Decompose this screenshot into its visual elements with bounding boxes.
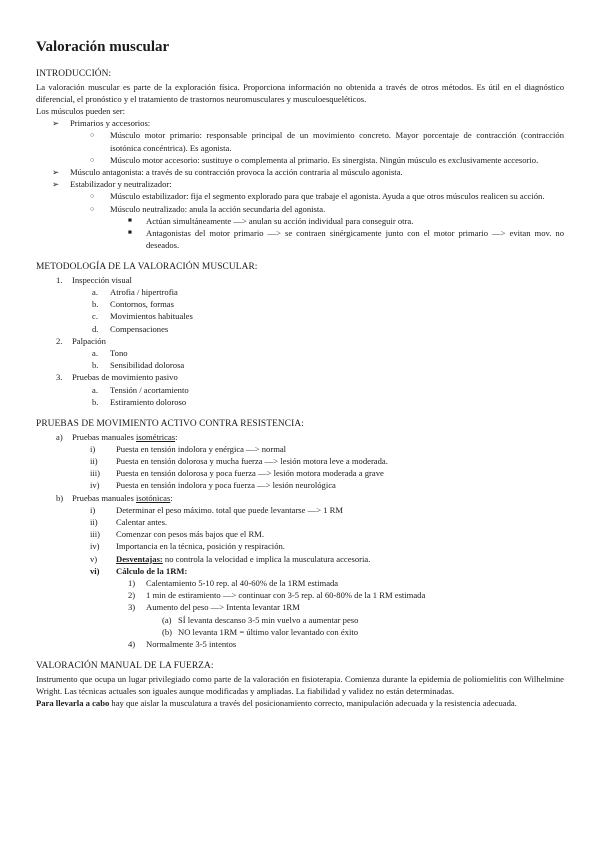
circle-bullet-icon: ○	[90, 204, 95, 213]
list-item	[36, 347, 564, 359]
list-item	[36, 455, 564, 467]
circle-bullet-icon: ○	[90, 192, 95, 201]
arrow-bullet-icon: ➢	[52, 179, 60, 190]
list-letter: c.	[92, 311, 98, 322]
bullet-antagonista	[36, 166, 564, 178]
list-roman: ii)	[90, 455, 98, 466]
pruebas-b	[36, 492, 564, 504]
circle-bullet-icon: ○	[90, 155, 95, 164]
item-primario-text: Músculo motor primario: responsable principal de un movimiento concreto. Mayor porcentaje de contracción (contracción isotónica concéntrica). Es agonista.	[110, 130, 564, 153]
list-letter: b)	[56, 492, 64, 503]
list-roman: iii)	[90, 529, 101, 540]
manual-closing-text: hay que aislar la musculatura a través del posicionamiento correcto, manipulación adecuada y la resistencia adecuada.	[109, 698, 517, 709]
list-letter: b.	[92, 360, 99, 371]
metodo-item-3	[36, 371, 564, 383]
desventajas-label: Desventajas:	[116, 553, 163, 564]
list-letter: a.	[92, 348, 98, 359]
list-roman: i)	[90, 443, 96, 454]
list-number: 3)	[128, 602, 136, 613]
list-item-label: Determinar el peso máximo. total que puede levantarse —> 1 RM	[116, 504, 344, 515]
pruebas-a-prefix: Pruebas manuales	[72, 431, 136, 442]
item-neutralizador	[36, 203, 564, 215]
sub-item-1-text: Actúan simultáneamente —> anulan su acción individual para conseguir otra.	[146, 215, 414, 226]
list-item	[36, 516, 564, 528]
intro-paragraph: La valoración muscular es parte de la exploración física. Proporciona información no obtenida a través de otros métodos. Es útil en el diagnóstico diferencial, el pronóstico y el tratamiento de trastornos neuromusculares y musculoesqueléticos.	[36, 81, 564, 104]
list-item-label: Calentar antes.	[116, 517, 168, 527]
list-item	[36, 638, 564, 650]
list-number: 1)	[128, 578, 136, 589]
list-roman: iii)	[90, 468, 101, 479]
page-title: Valoración muscular	[36, 39, 170, 55]
metodo-item-label: Inspección visual	[72, 274, 132, 285]
arrow-bullet-icon: ➢	[52, 166, 60, 177]
list-item-label: Atrofia / hipertrofia	[110, 287, 178, 298]
list-item-label: Contornos, formas	[110, 299, 174, 310]
item-primario	[36, 129, 564, 153]
bullet-estabilizador	[36, 178, 564, 190]
bullet-primarios-label: Primarios y accesorios:	[70, 118, 151, 129]
list-item	[36, 577, 564, 589]
list-item	[36, 614, 564, 626]
pruebas-b-suffix: :	[170, 492, 173, 503]
list-roman: iv)	[90, 480, 100, 491]
list-item-calculo	[36, 565, 564, 577]
bullet-primarios	[36, 117, 564, 129]
list-item	[36, 443, 564, 455]
list-item-label: Tensión / acortamiento	[110, 384, 189, 395]
pruebas-b-label	[72, 492, 564, 504]
pruebas-heading: PRUEBAS DE MOVIMIENTO ACTIVO CONTRA RESISTENCIA:	[36, 419, 304, 430]
list-item	[36, 601, 564, 613]
list-item	[36, 589, 564, 601]
list-item	[36, 479, 564, 491]
pruebas-a	[36, 431, 564, 443]
pruebas-b-prefix: Pruebas manuales	[72, 492, 136, 503]
metodo-item-1	[36, 274, 564, 286]
list-item-label: Compensaciones	[110, 323, 169, 334]
list-item-label: Puesta en tensión indolora y enérgica —> normal	[116, 443, 287, 454]
list-item-desventajas	[36, 553, 564, 565]
intro-lead: Los músculos pueden ser:	[36, 105, 126, 116]
list-item	[36, 528, 564, 540]
circle-bullet-icon: ○	[90, 131, 95, 140]
item-accesorio	[36, 154, 564, 166]
pruebas-a-label	[72, 431, 564, 443]
pruebas-a-suffix: :	[175, 431, 178, 442]
list-letter: a.	[92, 287, 98, 298]
list-item	[36, 298, 564, 310]
item-estabilizador-text: Músculo estabilizador: fija el segmento explorado para que trabaje el agonista. Ayuda a que otros músculos realicen su acción.	[110, 191, 545, 202]
sub-item-1	[36, 215, 564, 227]
metodo-item-2	[36, 335, 564, 347]
list-letter: b.	[92, 396, 99, 407]
pruebas-b-underlined: isotónicas	[135, 492, 171, 503]
square-bullet-icon: ■	[128, 216, 132, 224]
list-item	[36, 286, 564, 298]
intro-heading: INTRODUCCIÓN:	[36, 69, 112, 79]
manual-closing	[36, 697, 564, 709]
manual-bold-lead: Para llevarla a cabo	[36, 698, 110, 709]
list-roman: ii)	[90, 517, 98, 527]
calculo-heading: Cálculo de la 1RM:	[116, 565, 188, 576]
desventajas-text	[116, 553, 564, 565]
list-item	[36, 504, 564, 516]
bullet-antagonista-label: Músculo antagonista: a través de su contracción provoca la acción contraria al músculo agonista.	[70, 166, 403, 177]
list-item-label: Puesta en tensión dolorosa y poca fuerza —> lesión motora moderada a grave	[116, 468, 384, 479]
list-item-label: Importancia en la técnica, posición y respiración.	[116, 541, 285, 552]
list-item	[36, 359, 564, 371]
list-item	[36, 396, 564, 408]
list-item	[36, 626, 564, 638]
list-roman: iv)	[90, 541, 100, 552]
list-item-label: NO levanta 1RM = último valor levantado con éxito	[178, 626, 359, 637]
list-item-label: Calentamiento 5-10 rep. al 40-60% de la 1RM estimada	[146, 578, 339, 589]
list-item-label: Normalmente 3-5 intentos	[146, 639, 237, 650]
list-number: 2)	[128, 590, 136, 601]
list-letter: a.	[92, 384, 98, 395]
manual-heading: VALORACIÓN MANUAL DE LA FUERZA:	[36, 661, 214, 672]
list-item-label: SÍ levanta descanso 3-5 min vuelvo a aumentar peso	[178, 614, 359, 625]
list-item	[36, 467, 564, 479]
list-number: 1.	[56, 274, 63, 285]
list-item-label: Movimientos habituales	[110, 311, 193, 322]
square-bullet-icon: ■	[128, 228, 132, 236]
list-number: 4)	[128, 639, 136, 650]
pruebas-a-underlined: isométricas	[135, 431, 176, 442]
metodo-item-label: Palpación	[72, 335, 106, 346]
list-letter: (b)	[162, 626, 173, 637]
list-roman: v)	[90, 553, 98, 564]
list-letter: b.	[92, 299, 99, 310]
list-item-label: Sensibilidad dolorosa	[110, 360, 185, 371]
list-letter: d.	[92, 323, 99, 334]
list-roman: i)	[90, 504, 96, 515]
desventajas-rest: no controla la velocidad e implica la musculatura accesoria.	[162, 553, 371, 564]
list-item-label: Aumento del peso —> Intenta levantar 1RM	[146, 602, 300, 613]
list-item	[36, 323, 564, 335]
sub-item-2	[36, 227, 564, 251]
list-item-label: 1 min de estiramiento —> continuar con 3-5 rep. al 60-80% de la 1 RM estimada	[146, 590, 426, 601]
list-item-label: Comenzar con pesos más bajos que el RM.	[116, 529, 264, 540]
list-number: 3.	[56, 372, 63, 383]
list-item	[36, 540, 564, 552]
list-item-label: Puesta en tensión indolora y poca fuerza —> lesión neurológica	[116, 480, 336, 491]
list-item-label: Estiramiento doloroso	[110, 396, 187, 407]
list-item	[36, 310, 564, 322]
item-accesorio-text: Músculo motor accesorio: sustituye o complementa al primario. Es sinergista. Ningún músculo es exclusivamente accesorio.	[110, 154, 539, 165]
metodo-item-label: Pruebas de movimiento pasivo	[72, 372, 178, 383]
item-neutralizador-text: Músculo neutralizado: anula la acción secundaria del agonista.	[110, 203, 326, 214]
list-item-label: Tono	[110, 348, 128, 359]
list-item	[36, 384, 564, 396]
sub-item-2-text: Antagonistas del motor primario —> se contraen sinérgicamente junto con el motor primario —> evitan mov. no deseados.	[146, 227, 564, 251]
list-letter: a)	[56, 431, 63, 442]
metodologia-heading: METODOLOGÍA DE LA VALORACIÓN MUSCULAR:	[36, 262, 258, 273]
item-estabilizador	[36, 190, 564, 202]
bullet-estabilizador-label: Estabilizador y neutralizador:	[70, 179, 172, 190]
list-number: 2.	[56, 335, 63, 346]
list-item-label: Puesta en tensión dolorosa y mucha fuerza —> lesión motora leve a moderada.	[116, 455, 388, 466]
arrow-bullet-icon: ➢	[52, 118, 60, 129]
list-roman: vi)	[90, 565, 100, 576]
list-letter: (a)	[162, 614, 172, 625]
manual-paragraph: Instrumento que ocupa un lugar privilegiado como parte de la valoración en fisioterapia. Comienza durante la epidemia de poliomielitis con Wilhelmine Wright. Las técnicas actuales son iguales aunque modificadas y ampliadas. La fiabilidad y validez no están determinadas.	[36, 673, 564, 696]
